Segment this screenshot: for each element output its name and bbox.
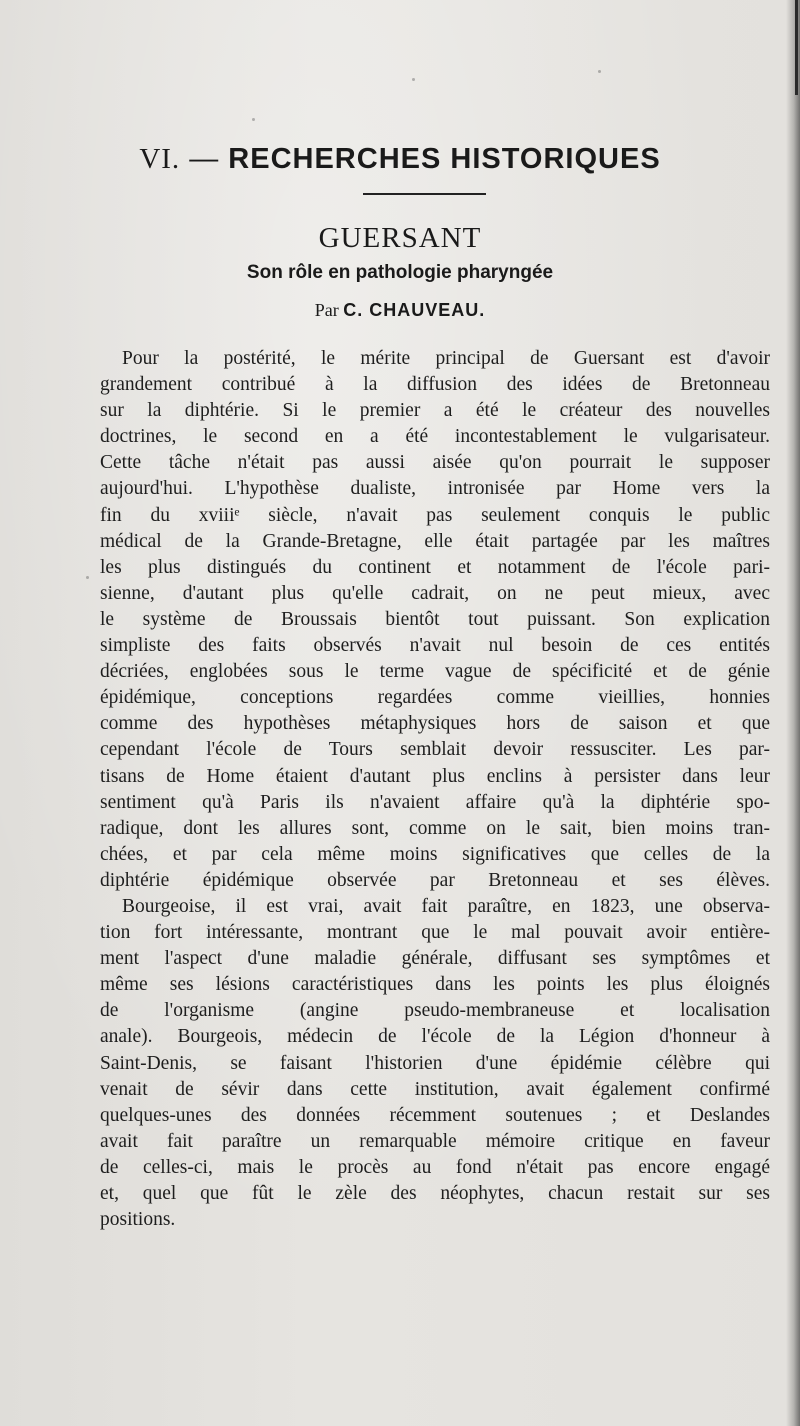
- text-line: Cette tâche n'était pas aussi aisée qu'on pourrait le supposer: [100, 452, 770, 474]
- text-line: décriées, englobées sous le terme vague de spécificité et de génie: [100, 661, 770, 683]
- text-line: épidémique, conceptions regardées comme vieillies, honnies: [100, 687, 770, 709]
- text-line: ment l'aspect d'une maladie générale, diffusant ses symptômes et: [100, 948, 770, 970]
- text-line: doctrines, le second en a été incontestablement le vulgarisateur.: [100, 426, 770, 448]
- text-line: de l'organisme (angine pseudo-membraneuse et localisation: [100, 1000, 770, 1022]
- text-line: les plus distingués du continent et notamment de l'école pari-: [100, 556, 770, 578]
- page-edge-shadow: [786, 0, 800, 1426]
- text-line: sur la diphtérie. Si le premier a été le créateur des nouvelles: [100, 400, 770, 422]
- text-line: aujourd'hui. L'hypothèse dualiste, intronisée par Home vers la: [100, 478, 770, 500]
- text-line: comme des hypothèses métaphysiques hors de saison et que: [100, 713, 770, 735]
- paper-speck: [598, 70, 601, 73]
- author-name: C. CHAUVEAU.: [343, 300, 486, 320]
- text-line: Saint-Denis, se faisant l'historien d'une épidémie célèbre qui: [100, 1052, 770, 1074]
- section-heading: [0, 143, 800, 176]
- section-number: VI.: [139, 143, 181, 175]
- paper-speck: [252, 118, 255, 121]
- text-line: quelques-unes des données récemment soutenues ; et Deslandes: [100, 1104, 770, 1126]
- text-line: diphtérie épidémique observée par Bretonneau et ses élèves.: [100, 869, 770, 891]
- text-line: Pour la postérité, le mérite principal de Guersant est d'avoir: [122, 348, 770, 369]
- byline: [0, 300, 800, 321]
- text-line: Bourgeoise, il est vrai, avait fait paraître, en 1823, une observa-: [122, 895, 770, 917]
- text-line: et, quel que fût le zèle des néophytes, chacun restait sur ses: [100, 1183, 770, 1204]
- text-line: avait fait paraître un remarquable mémoire critique en faveur: [100, 1130, 770, 1152]
- paper-speck: [412, 78, 415, 81]
- text-line: venait de sévir dans cette institution, avait également confirmé: [100, 1078, 770, 1100]
- text-line: médical de la Grande-Bretagne, elle était partagée par les maîtres: [100, 530, 770, 552]
- text-line: positions.: [100, 1209, 176, 1231]
- section-title: RECHERCHES HISTORIQUES: [228, 143, 661, 175]
- text-line: simpliste des faits observés n'avait nul besoin de ces entités: [100, 635, 770, 657]
- text-line: sienne, d'autant plus qu'elle cadrait, on ne peut mieux, avec: [100, 582, 770, 604]
- text-line: anale). Bourgeois, médecin de l'école de la Légion d'honneur à: [100, 1026, 770, 1048]
- text-line: tisans de Home étaient d'autant plus enclins à persister dans leur: [100, 765, 770, 787]
- paper-speck: [86, 576, 89, 579]
- section-dash: —: [189, 143, 220, 175]
- text-line: sentiment qu'à Paris ils n'avaient affaire qu'à la diphtérie spo-: [100, 791, 770, 813]
- text-line: le système de Broussais bientôt tout puissant. Son explication: [100, 608, 770, 630]
- article-title: GUERSANT: [318, 222, 482, 254]
- text-line: cependant l'école de Tours semblait devoir ressusciter. Les par-: [100, 739, 770, 761]
- title-divider: [363, 193, 486, 195]
- page-edge-line: [795, 0, 798, 95]
- text-line: de celles-ci, mais le procès au fond n'était pas encore engagé: [100, 1156, 770, 1178]
- text-line: tion fort intéressante, montrant que le mal pouvait avoir entière-: [100, 922, 770, 944]
- article-subtitle: Son rôle en pathologie pharyngée: [246, 262, 554, 283]
- body-text: [100, 346, 770, 1233]
- byline-prefix: Par: [314, 300, 339, 320]
- text-line: chées, et par cela même moins significatives que celles de la: [100, 843, 770, 865]
- text-line: radique, dont les allures sont, comme on le sait, bien moins tran-: [100, 817, 770, 839]
- text-line: grandement contribué à la diffusion des idées de Bretonneau: [100, 374, 770, 396]
- text-line: fin du xviiiᵉ siècle, n'avait pas seulement conquis le public: [100, 504, 770, 526]
- text-line: même ses lésions caractéristiques dans les points les plus éloignés: [100, 974, 770, 996]
